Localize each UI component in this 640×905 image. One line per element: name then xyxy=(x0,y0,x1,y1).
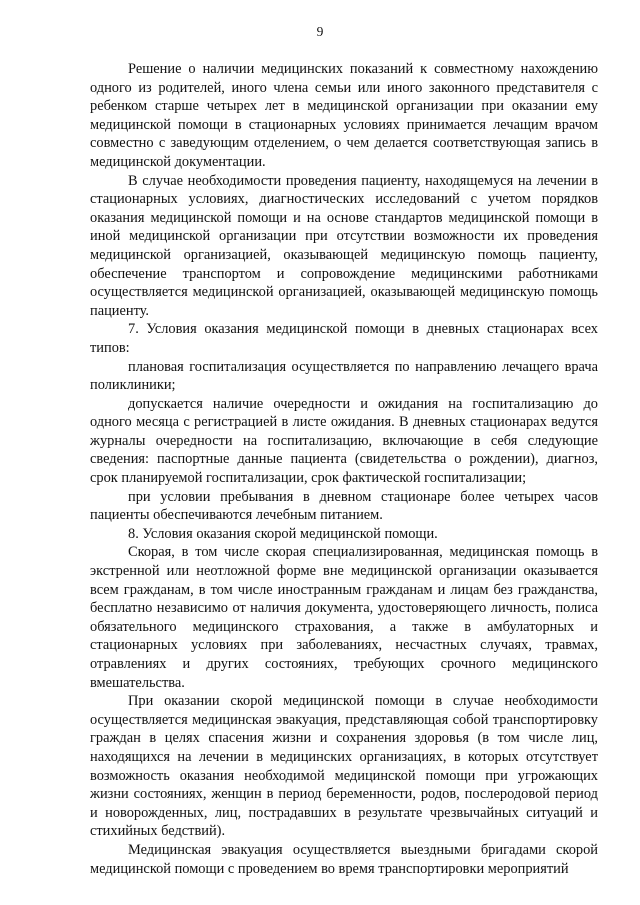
paragraph-meals: при условии пребывания в дневном стационаре более четырех часов пациенты обеспечиваются лечебным питанием. xyxy=(90,488,598,524)
paragraph-waiting-list: допускается наличие очередности и ожидания на госпитализацию до одного месяца с регистрацией в листе ожидания. В дневных стационарах ведутся журналы очередности на госпитализацию, включающие в себя следующие сведения: паспортные данные пациента (свидетельства о рождении), диагноз, срок планируемой госпитализации, срок фактической госпитализации; xyxy=(90,395,598,487)
paragraph-medical-evacuation: При оказании скорой медицинской помощи в случае необходимости осуществляется медицинская эвакуация, представляющая собой транспортировку граждан в целях спасения жизни и сохранения здоровья (в том числе лиц, находящихся на лечении в медицинских организациях, в которых отсутствует возможность оказания необходимой медицинской помощи при угрожающих жизни состояниях, женщин в период беременности, родов, послеродовой период и новорожденных, лиц, пострадавших в результате чрезвычайных ситуаций и стихийных бедствий). xyxy=(90,693,598,840)
section-7-heading: 7. Условия оказания медицинской помощи в дневных стационарах всех типов: xyxy=(90,321,598,356)
body-text xyxy=(90,60,598,878)
paragraph-emergency-care: Скорая, в том числе скорая специализированная, медицинская помощь в экстренной или неотложной форме вне медицинской организации оказывается всем гражданам, в том числе иностранным гражданам и лицам без гражданства, бесплатно независимо от наличия документа, удостоверяющего личность, полиса обязательного медицинского страхования, а также в амбулаторных и стационарных условиях при заболеваниях, несчастных случаях, травмах, отравлениях и других состояниях, требующих срочного медицинского вмешательства. xyxy=(90,544,598,691)
paragraph-evacuation-teams: Медицинская эвакуация осуществляется выездными бригадами скорой медицинской помощи с проведением во время транспортировки мероприятий xyxy=(90,841,598,877)
section-8-heading: 8. Условия оказания скорой медицинской помощи. xyxy=(128,525,438,542)
paragraph-diagnostic-transport: В случае необходимости проведения пациенту, находящемуся на лечении в стационарных условиях, диагностических исследований с учетом порядков оказания медицинской помощи и на основе стандартов медицинской помощи в иной медицинской организации при отсутствии возможности их проведения медицинской организацией, оказывающей медицинскую помощь пациенту, обеспечение транспортом и сопровождение медицинскими работниками осуществляется медицинской организацией, оказывающей медицинскую помощь пациенту. xyxy=(90,172,598,319)
paragraph-planned-hospitalization: плановая госпитализация осуществляется по направлению лечащего врача поликлиники; xyxy=(90,358,598,394)
paragraph-companion-decision: Решение о наличии медицинских показаний к совместному нахождению одного из родителей, иного члена семьи или иного законного представителя с ребенком старше четырех лет в медицинской организации при оказании ему медицинской помощи в стационарных условиях принимается лечащим врачом совместно с заведующим отделением, о чем делается соответствующая запись в медицинской документации. xyxy=(90,61,598,170)
page-number: 9 xyxy=(316,24,324,39)
